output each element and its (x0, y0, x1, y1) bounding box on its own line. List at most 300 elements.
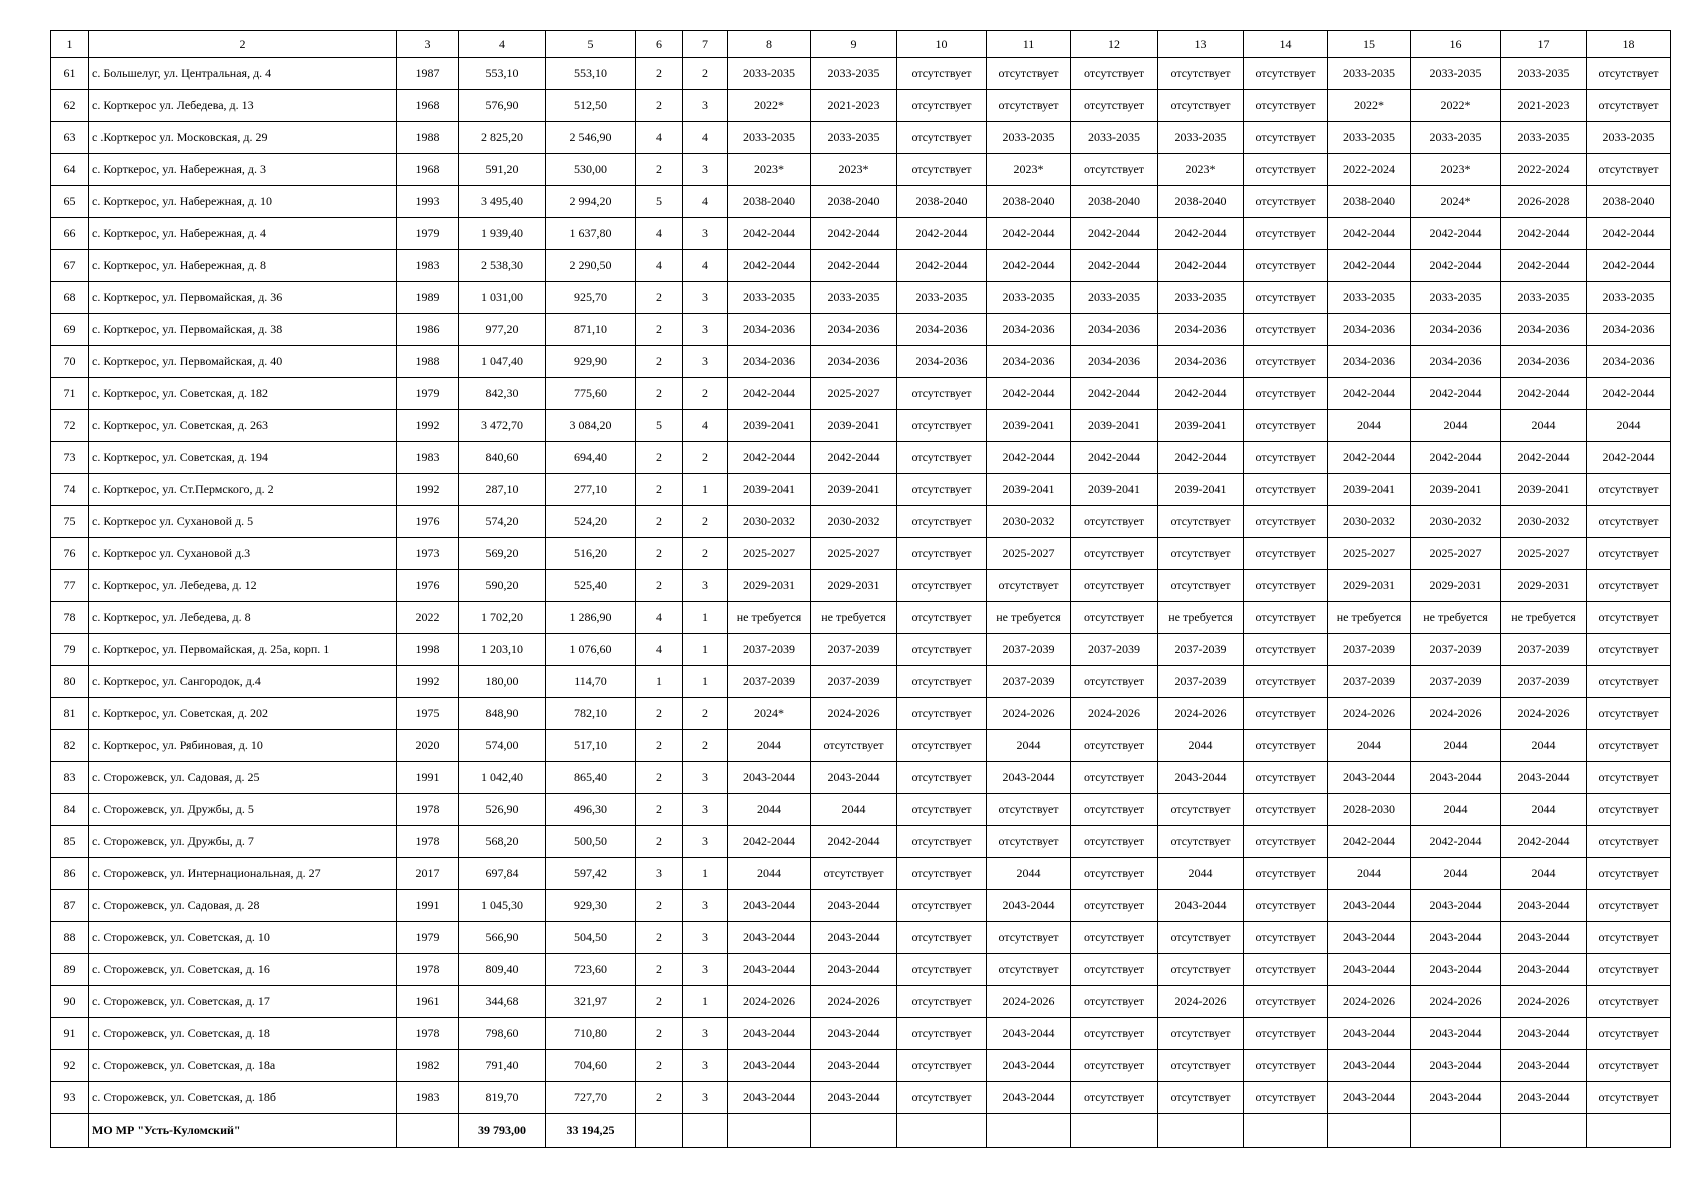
total-empty-cell (51, 1114, 89, 1148)
total-row (51, 1114, 1671, 1148)
row-number-cell: 92 (51, 1050, 89, 1082)
row-number-cell: 83 (51, 762, 89, 794)
table-row (51, 858, 1671, 890)
table-cell: отсутствует (1071, 538, 1158, 570)
table-row (51, 730, 1671, 762)
table-cell: 782,10 (546, 698, 636, 730)
row-number-cell: 74 (51, 474, 89, 506)
table-row (51, 1082, 1671, 1114)
table-cell: 2 538,30 (459, 250, 546, 282)
table-cell: отсутствует (1244, 538, 1328, 570)
table-cell: 2044 (1501, 794, 1587, 826)
table-cell: 2023* (811, 154, 897, 186)
row-number-cell: 72 (51, 410, 89, 442)
table-cell: 3 (683, 218, 728, 250)
table-cell: 2025-2027 (1501, 538, 1587, 570)
table-cell: отсутствует (1158, 506, 1244, 538)
table-cell: 2022-2024 (1501, 154, 1587, 186)
table-cell: не требуется (1501, 602, 1587, 634)
table-cell: 2 (636, 90, 683, 122)
column-number-13: 13 (1158, 31, 1244, 58)
table-cell: 2033-2035 (1411, 58, 1501, 90)
table-cell: 1 (683, 474, 728, 506)
table-cell: 2043-2044 (811, 1082, 897, 1114)
table-cell: отсутствует (987, 826, 1071, 858)
table-row (51, 762, 1671, 794)
table-cell: 2022* (1411, 90, 1501, 122)
table-cell: 2044 (1411, 730, 1501, 762)
table-cell: 1989 (397, 282, 459, 314)
table-cell: 569,20 (459, 538, 546, 570)
table-cell: 2043-2044 (811, 922, 897, 954)
table-cell: 2044 (1411, 410, 1501, 442)
table-cell: 2039-2041 (728, 474, 811, 506)
table-cell: 2038-2040 (897, 186, 987, 218)
table-cell: 2042-2044 (1587, 378, 1671, 410)
address-cell: с. Корткерос, ул. Лебедева, д. 12 (89, 570, 397, 602)
table-cell: 2042-2044 (987, 218, 1071, 250)
table-cell: отсутствует (1071, 986, 1158, 1018)
table-cell: 2 (636, 314, 683, 346)
row-number-cell: 79 (51, 634, 89, 666)
table-cell: отсутствует (1244, 826, 1328, 858)
table-cell: 2043-2044 (1158, 762, 1244, 794)
table-cell: 2043-2044 (1328, 954, 1411, 986)
row-number-cell: 93 (51, 1082, 89, 1114)
table-cell: 2043-2044 (811, 762, 897, 794)
table-cell: 3 (683, 922, 728, 954)
table-cell: 2024-2026 (1411, 698, 1501, 730)
table-cell: отсутствует (1244, 858, 1328, 890)
table-cell: 2042-2044 (728, 250, 811, 282)
table-cell: 114,70 (546, 666, 636, 698)
table-cell: 5 (636, 186, 683, 218)
table-cell: 2043-2044 (1411, 1018, 1501, 1050)
table-cell: 1973 (397, 538, 459, 570)
table-cell: 2 (683, 698, 728, 730)
table-cell: отсутствует (1587, 474, 1671, 506)
row-number-cell: 89 (51, 954, 89, 986)
table-cell: 4 (636, 602, 683, 634)
table-cell: 2023* (728, 154, 811, 186)
column-number-10: 10 (897, 31, 987, 58)
table-cell: 1968 (397, 154, 459, 186)
table-row (51, 1018, 1671, 1050)
table-cell: отсутствует (1071, 794, 1158, 826)
table-cell: отсутствует (1244, 762, 1328, 794)
table-cell: 2042-2044 (728, 826, 811, 858)
table-row (51, 58, 1671, 90)
table-cell: 2033-2035 (1501, 122, 1587, 154)
table-cell: 2042-2044 (1328, 442, 1411, 474)
row-number-cell: 61 (51, 58, 89, 90)
table-cell: 2033-2035 (1501, 58, 1587, 90)
table-cell: 2042-2044 (1501, 378, 1587, 410)
table-cell: 2024-2026 (987, 698, 1071, 730)
table-cell: отсутствует (1071, 506, 1158, 538)
table-cell: 2042-2044 (1587, 442, 1671, 474)
table-cell: отсутствует (1587, 1050, 1671, 1082)
table-cell: 2029-2031 (1411, 570, 1501, 602)
table-cell: 4 (683, 186, 728, 218)
table-cell: 2043-2044 (728, 954, 811, 986)
column-number-1: 1 (51, 31, 89, 58)
table-cell: 2043-2044 (1411, 890, 1501, 922)
total-empty-cell (897, 1114, 987, 1148)
table-cell: 1968 (397, 90, 459, 122)
table-cell: 2043-2044 (1411, 954, 1501, 986)
table-cell: 2024* (728, 698, 811, 730)
table-cell: 2043-2044 (1158, 890, 1244, 922)
table-cell: 2044 (728, 794, 811, 826)
table-cell: 2024-2026 (1071, 698, 1158, 730)
table-cell: 2033-2035 (897, 282, 987, 314)
column-number-15: 15 (1328, 31, 1411, 58)
table-cell: 2042-2044 (1158, 442, 1244, 474)
table-cell: 2039-2041 (1071, 410, 1158, 442)
table-cell: 2042-2044 (1071, 442, 1158, 474)
table-cell: отсутствует (1244, 730, 1328, 762)
table-cell: 2037-2039 (1328, 666, 1411, 698)
table-cell: отсутствует (897, 122, 987, 154)
table-cell: отсутствует (1244, 1050, 1328, 1082)
table-cell: 4 (636, 218, 683, 250)
table-cell: 2034-2036 (1587, 346, 1671, 378)
table-cell: 2043-2044 (1501, 922, 1587, 954)
table-cell: 842,30 (459, 378, 546, 410)
table-cell: 791,40 (459, 1050, 546, 1082)
table-cell: отсутствует (897, 1050, 987, 1082)
table-cell: 2033-2035 (1411, 122, 1501, 154)
table-cell: 2043-2044 (1328, 762, 1411, 794)
column-number-8: 8 (728, 31, 811, 58)
table-cell: 2042-2044 (987, 378, 1071, 410)
table-cell: отсутствует (1158, 1018, 1244, 1050)
table-cell: 2042-2044 (1328, 378, 1411, 410)
table-cell: 2039-2041 (987, 474, 1071, 506)
table-cell: 4 (683, 250, 728, 282)
table-cell: 2043-2044 (1501, 1082, 1587, 1114)
table-cell: 590,20 (459, 570, 546, 602)
table-cell: отсутствует (1587, 698, 1671, 730)
table-cell: отсутствует (1244, 186, 1328, 218)
table-cell: отсутствует (1244, 666, 1328, 698)
table-cell: 2037-2039 (1411, 634, 1501, 666)
total-empty-cell (397, 1114, 459, 1148)
table-cell: отсутствует (1071, 730, 1158, 762)
table-cell: 2034-2036 (1411, 314, 1501, 346)
table-cell: 1 702,20 (459, 602, 546, 634)
table-cell: 2034-2036 (1411, 346, 1501, 378)
total-empty-cell (1411, 1114, 1501, 1148)
table-row (51, 250, 1671, 282)
table-cell: 704,60 (546, 1050, 636, 1082)
row-number-cell: 75 (51, 506, 89, 538)
table-cell: 2039-2041 (987, 410, 1071, 442)
row-number-cell: 88 (51, 922, 89, 954)
table-cell: 2038-2040 (811, 186, 897, 218)
table-cell: 2034-2036 (728, 346, 811, 378)
table-cell: 1982 (397, 1050, 459, 1082)
table-cell: 2034-2036 (1501, 346, 1587, 378)
table-cell: 4 (636, 250, 683, 282)
table-cell: отсутствует (1158, 58, 1244, 90)
table-cell: отсутствует (1244, 154, 1328, 186)
table-cell: 512,50 (546, 90, 636, 122)
table-cell: отсутствует (1587, 666, 1671, 698)
table-cell: 3 (683, 890, 728, 922)
table-cell: 1983 (397, 250, 459, 282)
table-cell: отсутствует (1587, 1018, 1671, 1050)
table-cell: 2033-2035 (1587, 122, 1671, 154)
table-cell: 1986 (397, 314, 459, 346)
table-cell: 775,60 (546, 378, 636, 410)
table-cell: 2042-2044 (1071, 218, 1158, 250)
table-cell: отсутствует (1587, 730, 1671, 762)
table-cell: 2 (636, 442, 683, 474)
table-cell: 2033-2035 (987, 122, 1071, 154)
table-cell: 2030-2032 (1328, 506, 1411, 538)
table-cell: 4 (683, 410, 728, 442)
table-cell: 1992 (397, 474, 459, 506)
table-cell: отсутствует (1244, 506, 1328, 538)
table-cell: 2038-2040 (728, 186, 811, 218)
table-cell: 4 (636, 634, 683, 666)
address-cell: с. Корткерос, ул. Ст.Пермского, д. 2 (89, 474, 397, 506)
table-cell: 840,60 (459, 442, 546, 474)
table-cell: 710,80 (546, 1018, 636, 1050)
table-cell: 2 (636, 954, 683, 986)
table-cell: отсутствует (897, 986, 987, 1018)
table-cell: 2033-2035 (811, 122, 897, 154)
table-cell: 2042-2044 (1411, 378, 1501, 410)
table-cell: отсутствует (811, 730, 897, 762)
table-cell: отсутствует (1244, 250, 1328, 282)
table-cell: отсутствует (1244, 922, 1328, 954)
table-cell: 591,20 (459, 154, 546, 186)
table-cell: 2042-2044 (1328, 218, 1411, 250)
table-row (51, 570, 1671, 602)
table-cell: 2 (636, 762, 683, 794)
table-cell: 2043-2044 (987, 1050, 1071, 1082)
row-number-cell: 81 (51, 698, 89, 730)
table-cell: не требуется (728, 602, 811, 634)
table-row (51, 282, 1671, 314)
table-cell: 2025-2027 (811, 378, 897, 410)
table-cell: 277,10 (546, 474, 636, 506)
table-cell: 2044 (1328, 730, 1411, 762)
table-cell: 2037-2039 (987, 634, 1071, 666)
table-cell: 2024-2026 (1328, 698, 1411, 730)
table-cell: 2039-2041 (1158, 410, 1244, 442)
table-cell: 865,40 (546, 762, 636, 794)
table-cell: 2043-2044 (811, 1018, 897, 1050)
table-cell: 2042-2044 (1158, 250, 1244, 282)
table-cell: 723,60 (546, 954, 636, 986)
address-cell: с. Сторожевск, ул. Советская, д. 18б (89, 1082, 397, 1114)
table-cell: 2042-2044 (1158, 378, 1244, 410)
table-cell: 2017 (397, 858, 459, 890)
table-cell: 2044 (1501, 858, 1587, 890)
table-cell: отсутствует (1244, 954, 1328, 986)
table-cell: отсутствует (1587, 986, 1671, 1018)
table-cell: 321,97 (546, 986, 636, 1018)
table-cell: 2042-2044 (987, 442, 1071, 474)
document-sheet (50, 30, 1664, 1148)
table-cell: 2042-2044 (1328, 250, 1411, 282)
table-cell: 2024-2026 (811, 698, 897, 730)
table-cell: 568,20 (459, 826, 546, 858)
address-cell: с. Корткерос, ул. Советская, д. 194 (89, 442, 397, 474)
table-row (51, 90, 1671, 122)
table-cell: 2043-2044 (1328, 922, 1411, 954)
table-cell: 2022-2024 (1328, 154, 1411, 186)
table-cell: отсутствует (897, 602, 987, 634)
table-cell: отсутствует (1158, 1050, 1244, 1082)
table-cell: 2024-2026 (1411, 986, 1501, 1018)
table-cell: 2043-2044 (1501, 762, 1587, 794)
table-cell: 1 045,30 (459, 890, 546, 922)
table-row (51, 378, 1671, 410)
table-cell: 2038-2040 (1071, 186, 1158, 218)
table-cell: 2023* (1158, 154, 1244, 186)
table-cell: 553,10 (546, 58, 636, 90)
table-cell: 1 939,40 (459, 218, 546, 250)
table-row (51, 666, 1671, 698)
table-cell: 2025-2027 (987, 538, 1071, 570)
row-number-cell: 68 (51, 282, 89, 314)
table-cell: 2042-2044 (1587, 250, 1671, 282)
table-cell: отсутствует (1071, 602, 1158, 634)
table-cell: 2042-2044 (728, 442, 811, 474)
table-cell: 3 (683, 826, 728, 858)
table-cell: 2037-2039 (1071, 634, 1158, 666)
table-cell: 2 (683, 506, 728, 538)
table-cell: 2030-2032 (987, 506, 1071, 538)
column-number-4: 4 (459, 31, 546, 58)
total-empty-cell (636, 1114, 683, 1148)
table-cell: 2043-2044 (1411, 1050, 1501, 1082)
table-cell: не требуется (811, 602, 897, 634)
table-cell: 2039-2041 (811, 410, 897, 442)
address-cell: с. Корткерос, ул. Лебедева, д. 8 (89, 602, 397, 634)
table-cell: отсутствует (1244, 698, 1328, 730)
table-cell: 2 (636, 58, 683, 90)
table-cell: отсутствует (1071, 90, 1158, 122)
table-cell: 2042-2044 (811, 826, 897, 858)
table-cell: 2037-2039 (1411, 666, 1501, 698)
table-cell: 2034-2036 (1328, 346, 1411, 378)
row-number-cell: 77 (51, 570, 89, 602)
table-cell: отсутствует (897, 58, 987, 90)
row-number-cell: 66 (51, 218, 89, 250)
address-cell: с. Корткерос, ул. Набережная, д. 4 (89, 218, 397, 250)
total-label: МО МР "Усть-Куломский" (89, 1114, 397, 1148)
table-cell: отсутствует (1244, 1018, 1328, 1050)
table-cell: 3 (636, 858, 683, 890)
table-cell: отсутствует (1587, 1082, 1671, 1114)
table-cell: 2 (636, 538, 683, 570)
table-cell: 1991 (397, 762, 459, 794)
table-cell: отсутствует (1071, 570, 1158, 602)
table-row (51, 442, 1671, 474)
table-cell: 2 546,90 (546, 122, 636, 154)
table-cell: 2033-2035 (1328, 282, 1411, 314)
row-number-cell: 82 (51, 730, 89, 762)
table-cell: 2 (636, 1050, 683, 1082)
table-cell: 2038-2040 (1587, 186, 1671, 218)
table-cell: 2037-2039 (811, 666, 897, 698)
table-row (51, 794, 1671, 826)
table-cell: 2023* (1411, 154, 1501, 186)
table-cell: 2042-2044 (1328, 826, 1411, 858)
column-number-14: 14 (1244, 31, 1328, 58)
table-cell: 2042-2044 (987, 250, 1071, 282)
table-cell: отсутствует (897, 90, 987, 122)
table-cell: 1 (683, 986, 728, 1018)
table-cell: 798,60 (459, 1018, 546, 1050)
table-cell: 3 (683, 570, 728, 602)
table-cell: отсутствует (1158, 538, 1244, 570)
table-cell: 2 (636, 730, 683, 762)
table-cell: 2 (636, 986, 683, 1018)
table-cell: 2025-2027 (1328, 538, 1411, 570)
total-empty-cell (1244, 1114, 1328, 1148)
table-cell: 2039-2041 (1158, 474, 1244, 506)
table-cell: 2042-2044 (1411, 826, 1501, 858)
table-cell: 2022 (397, 602, 459, 634)
address-cell: с. Корткерос, ул. Первомайская, д. 40 (89, 346, 397, 378)
table-cell: 1 203,10 (459, 634, 546, 666)
table-cell: 504,50 (546, 922, 636, 954)
table-cell: 1978 (397, 954, 459, 986)
table-cell: 2044 (1501, 410, 1587, 442)
table-cell: 2 (683, 538, 728, 570)
address-cell: с. Сторожевск, ул. Советская, д. 17 (89, 986, 397, 1018)
table-cell: 3 (683, 346, 728, 378)
table-cell: 1991 (397, 890, 459, 922)
column-number-16: 16 (1411, 31, 1501, 58)
table-cell: 2028-2030 (1328, 794, 1411, 826)
table-cell: 2034-2036 (987, 346, 1071, 378)
table-cell: 2 (636, 570, 683, 602)
table-cell: 1983 (397, 442, 459, 474)
row-number-cell: 65 (51, 186, 89, 218)
table-cell: отсутствует (897, 378, 987, 410)
table-cell: 2037-2039 (728, 634, 811, 666)
table-cell: 2043-2044 (811, 890, 897, 922)
table-row (51, 506, 1671, 538)
table-cell: 2021-2023 (811, 90, 897, 122)
column-number-header-row (51, 31, 1671, 58)
table-cell: 4 (683, 122, 728, 154)
table-cell: 180,00 (459, 666, 546, 698)
table-cell: 2042-2044 (1071, 378, 1158, 410)
table-cell: отсутствует (897, 762, 987, 794)
column-number-9: 9 (811, 31, 897, 58)
table-cell: отсутствует (897, 442, 987, 474)
table-cell: 929,30 (546, 890, 636, 922)
address-cell: с. Корткерос, ул. Советская, д. 182 (89, 378, 397, 410)
table-cell: отсутствует (987, 922, 1071, 954)
table-cell: отсутствует (1587, 858, 1671, 890)
table-cell: отсутствует (897, 1082, 987, 1114)
table-cell: отсутствует (811, 858, 897, 890)
address-cell: с. Корткерос, ул. Первомайская, д. 36 (89, 282, 397, 314)
table-cell: 566,90 (459, 922, 546, 954)
table-row (51, 826, 1671, 858)
table-cell: 925,70 (546, 282, 636, 314)
